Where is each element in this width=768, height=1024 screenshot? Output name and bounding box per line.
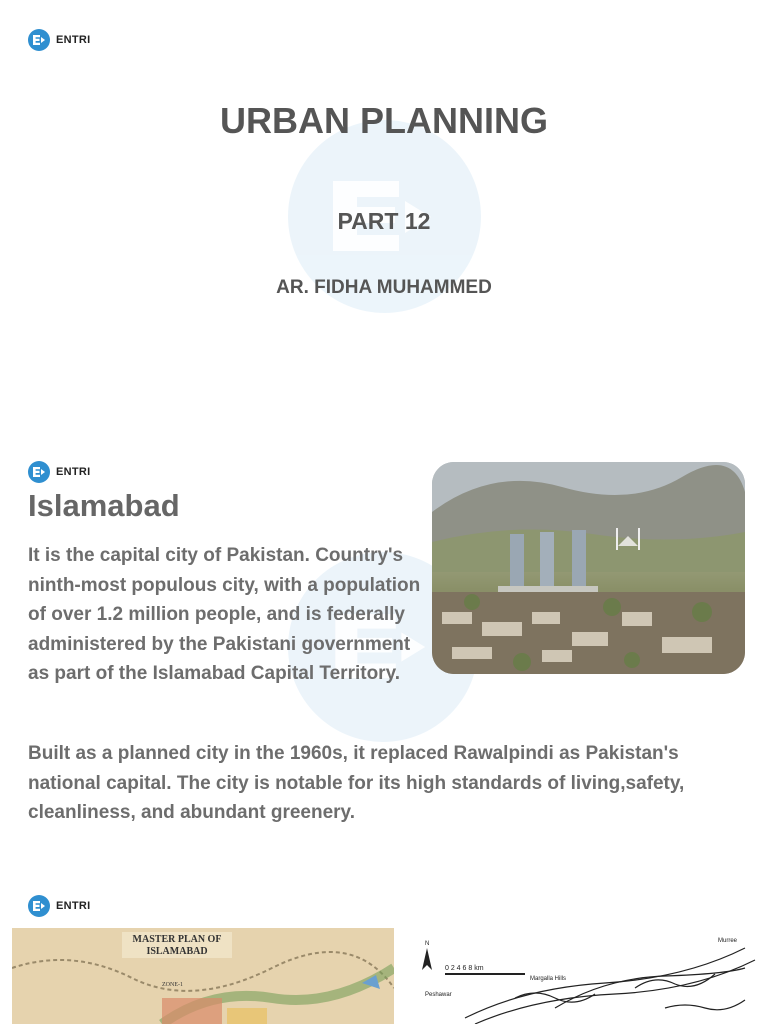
part-number: PART 12	[337, 208, 431, 234]
zone-label: ZONE-1	[162, 982, 183, 988]
entri-logo-text: ENTRI	[56, 466, 91, 478]
author-name: AR. FIDHA MUHAMMED	[276, 277, 492, 298]
intro-paragraph: It is the capital city of Pakistan. Country's ninth-most populous city, with a population of over 1.2 million people, and is federally administered by the Pakistani government as part of the Islamabad Capital Territory.	[28, 545, 421, 684]
scale-label: 0 2 4 6 8 km	[445, 965, 484, 972]
page-title: URBAN PLANNING	[220, 100, 548, 141]
margalla-label: Margalla Hills	[530, 976, 567, 982]
master-plan-map	[12, 928, 394, 1024]
master-plan-subtitle: ISLAMABAD	[146, 946, 208, 957]
entri-logo-section	[28, 461, 91, 483]
entri-logo-maps	[28, 895, 91, 917]
city-skyline-photo	[432, 462, 745, 674]
entri-logo-top	[28, 29, 91, 51]
peshawar-label: Peshawar	[425, 992, 452, 998]
entri-logo-text: ENTRI	[56, 900, 91, 912]
entri-logo-icon	[28, 29, 50, 51]
sketch-map	[405, 928, 768, 1024]
entri-logo-text: ENTRI	[56, 34, 91, 46]
north-label: N	[425, 941, 430, 947]
murree-label: Murree	[718, 938, 738, 944]
master-plan-title: MASTER PLAN OF	[132, 934, 222, 945]
entri-logo-icon	[28, 895, 50, 917]
section-heading: Islamabad	[28, 488, 180, 523]
north-arrow-icon	[422, 948, 432, 970]
entri-logo-icon	[28, 461, 50, 483]
history-paragraph: Built as a planned city in the 1960s, it replaced Rawalpindi as Pakistan's national capital. The city is notable for its high standards of living,safety, cleanliness, and abundant greenery.	[28, 743, 685, 823]
